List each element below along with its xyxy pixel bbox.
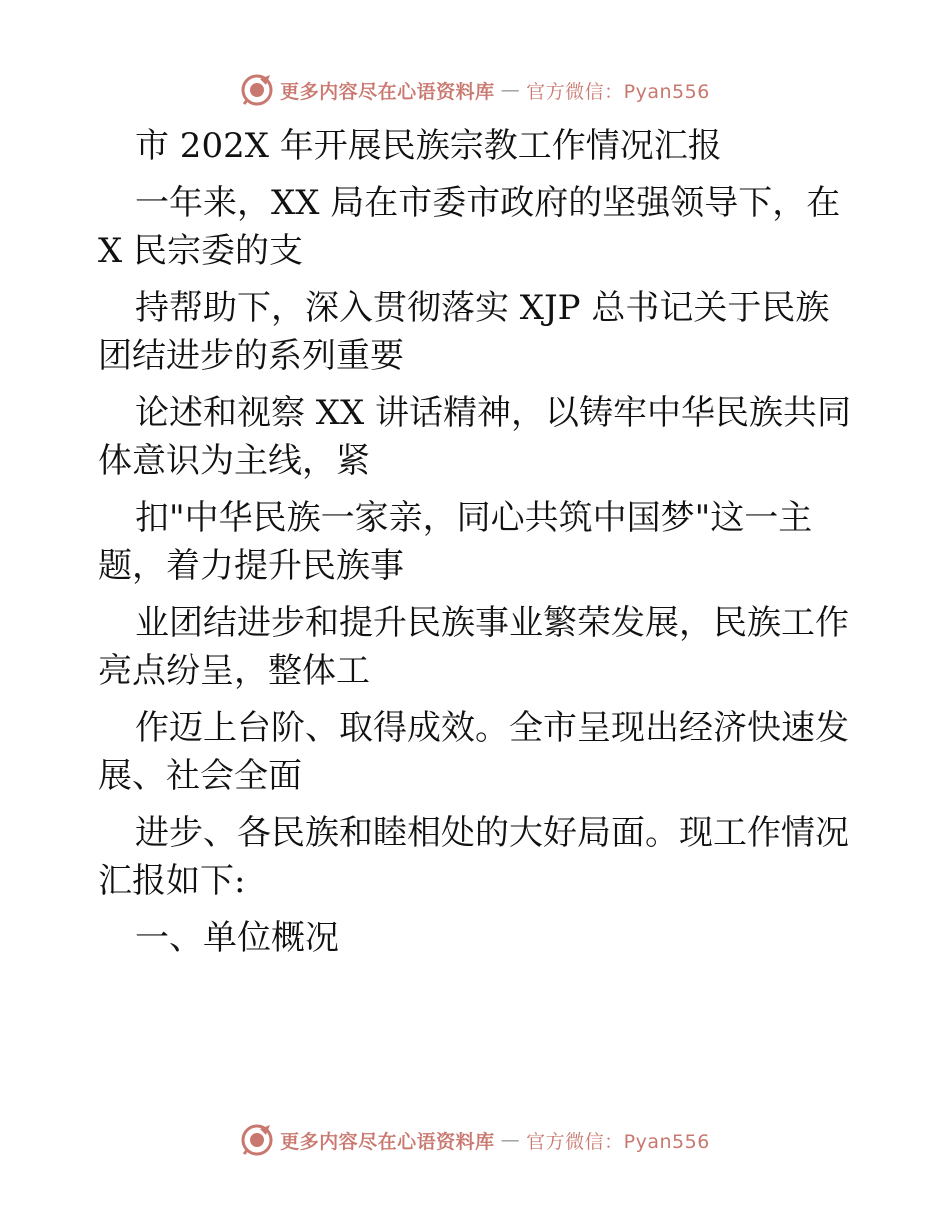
paragraph-line: 团结进步的系列重要 bbox=[98, 336, 404, 376]
paragraph-line: 展、社会全面 bbox=[98, 756, 302, 796]
paragraph-line: 作迈上台阶、取得成效。全市呈现出经济快速发 bbox=[135, 708, 849, 748]
watermark-text: 更多内容尽在心语资料库 bbox=[280, 80, 495, 103]
watermark-wechat: 官方微信：Pyan556 bbox=[526, 1130, 710, 1153]
paragraph-line: 亮点纷呈，整体工 bbox=[98, 651, 370, 691]
paragraph-line: 论述和视察 XX 讲话精神，以铸牢中华民族共同 bbox=[135, 393, 852, 433]
watermark-separator: — bbox=[500, 1129, 521, 1151]
watermark-wechat: 官方微信：Pyan556 bbox=[526, 80, 710, 103]
paragraph-line: 业团结进步和提升民族事业繁荣发展，民族工作 bbox=[135, 603, 849, 643]
paragraph-line: 持帮助下，深入贯彻落实 XJP 总书记关于民族 bbox=[135, 288, 830, 328]
paragraph-line: 一年来，XX 局在市委市政府的坚强领导下，在 bbox=[135, 183, 841, 223]
document-body bbox=[98, 122, 858, 962]
document-title: 市 202X 年开展民族宗教工作情况汇报 bbox=[135, 126, 722, 166]
pen-logo-icon bbox=[240, 73, 274, 107]
paragraph-line: X 民宗委的支 bbox=[98, 231, 304, 271]
watermark-separator: — bbox=[500, 79, 521, 101]
section-heading: 一、单位概况 bbox=[135, 918, 339, 958]
watermark-text: 更多内容尽在心语资料库 bbox=[280, 1130, 495, 1153]
paragraph-line: 扣"中华民族一家亲，同心共筑中国梦"这一主 bbox=[135, 498, 813, 538]
watermark-footer bbox=[0, 1120, 950, 1160]
paragraph-line: 题，着力提升民族事 bbox=[98, 546, 404, 586]
paragraph-line: 体意识为主线，紧 bbox=[98, 441, 370, 481]
paragraph-line: 进步、各民族和睦相处的大好局面。现工作情况 bbox=[135, 813, 849, 853]
paragraph-line: 汇报如下: bbox=[98, 861, 246, 901]
pen-logo-icon bbox=[240, 1123, 274, 1157]
watermark-header bbox=[0, 70, 950, 110]
